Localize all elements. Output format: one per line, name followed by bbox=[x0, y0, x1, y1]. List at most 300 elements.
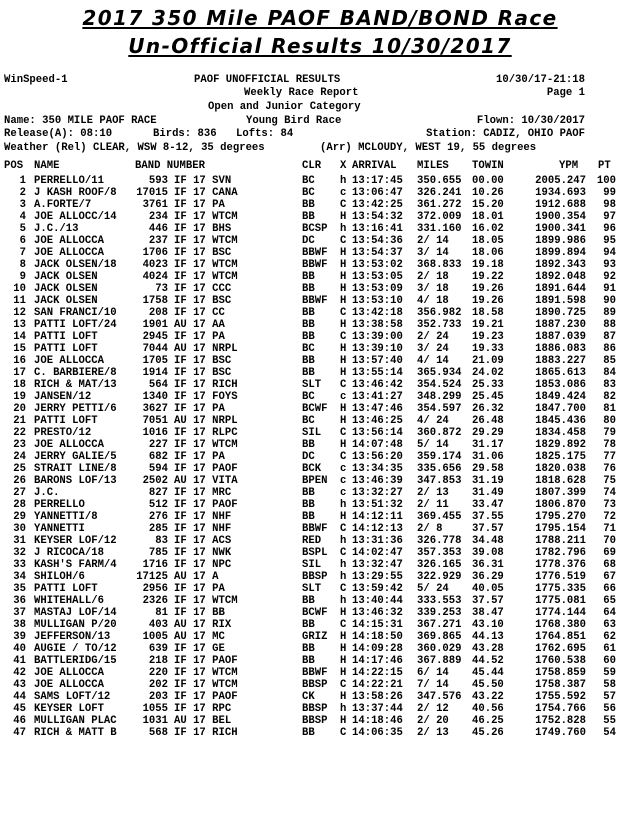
towin-cell: 38.47 bbox=[472, 607, 504, 619]
towin-cell: 45.44 bbox=[472, 667, 504, 679]
pos-cell: 11 bbox=[13, 295, 26, 307]
sex-cell: h bbox=[340, 175, 347, 187]
pt-cell: 63 bbox=[603, 619, 616, 631]
arrival-cell: 14:09:28 bbox=[352, 643, 403, 655]
report-title: PAOF UNOFFICIAL RESULTS bbox=[194, 74, 341, 86]
ypm-cell: 1760.538 bbox=[535, 655, 586, 667]
table-row bbox=[4, 595, 640, 607]
name-cell: PATTI LOFT/24 bbox=[34, 319, 117, 331]
pt-cell: 83 bbox=[603, 379, 616, 391]
name-cell: BATTLERIDG/15 bbox=[34, 655, 117, 667]
color-cell: BPEN bbox=[302, 475, 328, 487]
pt-cell: 65 bbox=[603, 595, 616, 607]
color-cell: BC bbox=[302, 175, 315, 187]
miles-cell: 7/ 14 bbox=[417, 679, 449, 691]
towin-cell: 15.20 bbox=[472, 199, 504, 211]
band-series-cell: IF 17 NHF bbox=[174, 511, 232, 523]
band-id-cell: 1901 bbox=[142, 319, 168, 331]
report-timestamp: 10/30/17-21:18 bbox=[495, 74, 585, 86]
table-row bbox=[4, 691, 640, 703]
pos-cell: 37 bbox=[13, 607, 26, 619]
arrival-cell: 13:32:47 bbox=[352, 559, 403, 571]
ypm-cell: 1890.725 bbox=[535, 307, 586, 319]
band-id-cell: 682 bbox=[148, 451, 168, 463]
color-cell: BBSP bbox=[302, 679, 328, 691]
ypm-cell: 1758.859 bbox=[535, 667, 586, 679]
col-miles-header: MILES bbox=[417, 160, 449, 172]
miles-cell: 3/ 18 bbox=[417, 283, 449, 295]
name-cell: JEFFERSON/13 bbox=[34, 631, 111, 643]
color-cell: BCWF bbox=[302, 607, 328, 619]
band-series-cell: IF 17 BB bbox=[174, 607, 225, 619]
table-row bbox=[4, 559, 640, 571]
color-cell: BB bbox=[302, 307, 315, 319]
name-cell: A.FORTE/7 bbox=[34, 199, 92, 211]
pos-cell: 43 bbox=[13, 679, 26, 691]
name-cell: MULLIGAN PLAC bbox=[34, 715, 117, 727]
color-cell: BB bbox=[302, 643, 315, 655]
miles-cell: 333.553 bbox=[417, 595, 462, 607]
arrival-cell: 13:46:42 bbox=[352, 379, 403, 391]
color-cell: BBSP bbox=[302, 715, 328, 727]
arrival-cell: 13:40:44 bbox=[352, 595, 403, 607]
miles-cell: 326.778 bbox=[417, 535, 462, 547]
towin-cell: 31.19 bbox=[472, 475, 504, 487]
band-series-cell: IF 17 RICH bbox=[174, 379, 238, 391]
band-id-cell: 3761 bbox=[142, 199, 168, 211]
towin-cell: 40.05 bbox=[472, 583, 504, 595]
release-time: Release(A): 08:10 bbox=[4, 128, 113, 140]
band-id-cell: 1758 bbox=[142, 295, 168, 307]
towin-cell: 43.22 bbox=[472, 691, 504, 703]
name-cell: J RICOCA/18 bbox=[34, 547, 104, 559]
pos-cell: 29 bbox=[13, 511, 26, 523]
arrival-cell: 13:55:14 bbox=[352, 367, 403, 379]
towin-cell: 19.23 bbox=[472, 331, 504, 343]
pt-cell: 72 bbox=[603, 511, 616, 523]
sex-cell: c bbox=[340, 187, 347, 199]
sex-cell: C bbox=[340, 727, 347, 739]
sex-cell: H bbox=[340, 631, 347, 643]
table-row bbox=[4, 655, 640, 667]
pt-cell: 78 bbox=[603, 439, 616, 451]
sex-cell: C bbox=[340, 199, 347, 211]
arrival-cell: 13:51:32 bbox=[352, 499, 403, 511]
arrival-cell: 13:54:36 bbox=[352, 235, 403, 247]
color-cell: BB bbox=[302, 439, 315, 451]
pt-cell: 69 bbox=[603, 547, 616, 559]
miles-cell: 360.029 bbox=[417, 643, 462, 655]
miles-cell: 3/ 14 bbox=[417, 247, 449, 259]
ypm-cell: 1934.693 bbox=[535, 187, 586, 199]
pos-cell: 33 bbox=[13, 559, 26, 571]
band-id-cell: 568 bbox=[148, 727, 168, 739]
ypm-cell: 1899.986 bbox=[535, 235, 586, 247]
pt-cell: 61 bbox=[603, 643, 616, 655]
towin-cell: 16.02 bbox=[472, 223, 504, 235]
towin-cell: 33.47 bbox=[472, 499, 504, 511]
table-row bbox=[4, 451, 640, 463]
name-cell: AUGIE / TO/12 bbox=[34, 643, 117, 655]
pos-cell: 14 bbox=[13, 331, 26, 343]
miles-cell: 4/ 14 bbox=[417, 355, 449, 367]
pos-cell: 8 bbox=[19, 259, 26, 271]
pos-cell: 15 bbox=[13, 343, 26, 355]
miles-cell: 5/ 14 bbox=[417, 439, 449, 451]
band-series-cell: AU 17 NRPL bbox=[174, 415, 238, 427]
pt-cell: 92 bbox=[603, 271, 616, 283]
ypm-cell: 1892.343 bbox=[535, 259, 586, 271]
color-cell: SIL bbox=[302, 559, 322, 571]
name-cell: JOE ALLOCCA bbox=[34, 679, 104, 691]
color-cell: BB bbox=[302, 367, 315, 379]
name-cell: STRAIT LINE/8 bbox=[34, 463, 117, 475]
band-series-cell: IF 17 BSC bbox=[174, 367, 232, 379]
pt-cell: 81 bbox=[603, 403, 616, 415]
band-series-cell: IF 17 BSC bbox=[174, 295, 232, 307]
pos-cell: 46 bbox=[13, 715, 26, 727]
table-row bbox=[4, 415, 640, 427]
miles-cell: 4/ 18 bbox=[417, 295, 449, 307]
sex-cell: H bbox=[340, 319, 347, 331]
sex-cell: h bbox=[340, 223, 347, 235]
name-cell: RICH & MATT B bbox=[34, 727, 117, 739]
pt-cell: 97 bbox=[603, 211, 616, 223]
ypm-cell: 1774.144 bbox=[535, 607, 586, 619]
towin-cell: 31.06 bbox=[472, 451, 504, 463]
towin-cell: 26.48 bbox=[472, 415, 504, 427]
table-row bbox=[4, 487, 640, 499]
table-row bbox=[4, 427, 640, 439]
towin-cell: 18.06 bbox=[472, 247, 504, 259]
towin-cell: 39.08 bbox=[472, 547, 504, 559]
sex-cell: H bbox=[340, 655, 347, 667]
miles-cell: 6/ 14 bbox=[417, 667, 449, 679]
results-title-line2: Un-Official Results 10/30/2017 bbox=[128, 34, 512, 58]
miles-cell: 347.576 bbox=[417, 691, 462, 703]
band-series-cell: AU 17 NRPL bbox=[174, 343, 238, 355]
band-id-cell: 639 bbox=[148, 643, 168, 655]
program-name: WinSpeed-1 bbox=[4, 74, 68, 86]
arrival-cell: 14:15:31 bbox=[352, 619, 403, 631]
name-cell: PRESTO/12 bbox=[34, 427, 92, 439]
pos-cell: 44 bbox=[13, 691, 26, 703]
miles-cell: 348.299 bbox=[417, 391, 462, 403]
color-cell: BB bbox=[302, 211, 315, 223]
name-cell: YANNETTI/8 bbox=[34, 511, 98, 523]
band-series-cell: AU 17 A bbox=[174, 571, 219, 583]
sex-cell: H bbox=[340, 667, 347, 679]
table-row bbox=[4, 463, 640, 475]
pt-cell: 57 bbox=[603, 691, 616, 703]
band-id-cell: 1340 bbox=[142, 391, 168, 403]
name-cell: JOE ALLOCCA bbox=[34, 439, 104, 451]
name-cell: RICH & MAT/13 bbox=[34, 379, 117, 391]
pos-cell: 36 bbox=[13, 595, 26, 607]
name-cell: JOE ALLOCCA bbox=[34, 355, 104, 367]
towin-cell: 18.01 bbox=[472, 211, 504, 223]
band-series-cell: IF 17 WTCM bbox=[174, 259, 238, 271]
color-cell: BB bbox=[302, 271, 315, 283]
band-id-cell: 1716 bbox=[142, 559, 168, 571]
sex-cell: H bbox=[340, 643, 347, 655]
color-cell: BB bbox=[302, 331, 315, 343]
band-id-cell: 17015 bbox=[136, 187, 168, 199]
miles-cell: 347.853 bbox=[417, 475, 462, 487]
table-row bbox=[4, 475, 640, 487]
band-id-cell: 234 bbox=[148, 211, 168, 223]
pos-cell: 32 bbox=[13, 547, 26, 559]
towin-cell: 29.29 bbox=[472, 427, 504, 439]
arrival-cell: 14:12:13 bbox=[352, 523, 403, 535]
color-cell: BB bbox=[302, 283, 315, 295]
miles-cell: 354.597 bbox=[417, 403, 462, 415]
arrival-cell: 13:34:35 bbox=[352, 463, 403, 475]
ypm-cell: 1820.038 bbox=[535, 463, 586, 475]
name-cell: J.C./13 bbox=[34, 223, 79, 235]
band-id-cell: 73 bbox=[155, 283, 168, 295]
table-row bbox=[4, 283, 640, 295]
miles-cell: 368.833 bbox=[417, 259, 462, 271]
ypm-cell: 1762.695 bbox=[535, 643, 586, 655]
sex-cell: C bbox=[340, 679, 347, 691]
band-id-cell: 1031 bbox=[142, 715, 168, 727]
sex-cell: C bbox=[340, 331, 347, 343]
color-cell: BC bbox=[302, 343, 315, 355]
towin-cell: 19.21 bbox=[472, 319, 504, 331]
arrival-cell: 13:46:32 bbox=[352, 607, 403, 619]
band-series-cell: IF 17 WTCM bbox=[174, 271, 238, 283]
pos-cell: 5 bbox=[19, 223, 26, 235]
miles-cell: 2/ 12 bbox=[417, 703, 449, 715]
pt-cell: 59 bbox=[603, 667, 616, 679]
color-cell: BCK bbox=[302, 463, 322, 475]
arrival-cell: 13:42:18 bbox=[352, 307, 403, 319]
name-cell: JOE ALLOCCA bbox=[34, 247, 104, 259]
color-cell: BB bbox=[302, 199, 315, 211]
color-cell: SIL bbox=[302, 427, 322, 439]
pos-cell: 6 bbox=[19, 235, 26, 247]
sex-cell: H bbox=[340, 691, 347, 703]
name-cell: PATTI LOFT bbox=[34, 343, 98, 355]
towin-cell: 44.52 bbox=[472, 655, 504, 667]
miles-cell: 335.656 bbox=[417, 463, 462, 475]
band-series-cell: IF 17 RLPC bbox=[174, 427, 238, 439]
sex-cell: H bbox=[340, 355, 347, 367]
ypm-cell: 1775.081 bbox=[535, 595, 586, 607]
color-cell: BB bbox=[302, 727, 315, 739]
pos-cell: 3 bbox=[19, 199, 26, 211]
pos-cell: 35 bbox=[13, 583, 26, 595]
arrival-cell: 13:17:45 bbox=[352, 175, 403, 187]
pt-cell: 58 bbox=[603, 679, 616, 691]
ypm-cell: 1899.894 bbox=[535, 247, 586, 259]
miles-cell: 326.165 bbox=[417, 559, 462, 571]
arrival-cell: 13:39:00 bbox=[352, 331, 403, 343]
arrival-cell: 13:39:10 bbox=[352, 343, 403, 355]
band-id-cell: 7044 bbox=[142, 343, 168, 355]
color-cell: BC bbox=[302, 391, 315, 403]
band-id-cell: 202 bbox=[148, 679, 168, 691]
miles-cell: 2/ 13 bbox=[417, 727, 449, 739]
towin-cell: 24.02 bbox=[472, 367, 504, 379]
pt-cell: 70 bbox=[603, 535, 616, 547]
ypm-cell: 1825.175 bbox=[535, 451, 586, 463]
pt-cell: 74 bbox=[603, 487, 616, 499]
band-id-cell: 83 bbox=[155, 535, 168, 547]
pos-cell: 28 bbox=[13, 499, 26, 511]
flown-date: Flown: 10/30/2017 bbox=[476, 115, 585, 127]
table-row bbox=[4, 619, 640, 631]
pos-cell: 21 bbox=[13, 415, 26, 427]
table-row bbox=[4, 703, 640, 715]
col-name-header: NAME bbox=[34, 160, 60, 172]
pos-cell: 9 bbox=[19, 271, 26, 283]
pt-cell: 82 bbox=[603, 391, 616, 403]
ypm-cell: 1795.154 bbox=[535, 523, 586, 535]
miles-cell: 365.934 bbox=[417, 367, 462, 379]
sex-cell: C bbox=[340, 583, 347, 595]
ypm-cell: 1912.688 bbox=[535, 199, 586, 211]
band-id-cell: 1914 bbox=[142, 367, 168, 379]
miles-cell: 369.455 bbox=[417, 511, 462, 523]
band-series-cell: IF 17 WTCM bbox=[174, 211, 238, 223]
pt-cell: 99 bbox=[603, 187, 616, 199]
ypm-cell: 1853.086 bbox=[535, 379, 586, 391]
color-cell: BCWF bbox=[302, 403, 328, 415]
band-id-cell: 3627 bbox=[142, 403, 168, 415]
band-id-cell: 446 bbox=[148, 223, 168, 235]
miles-cell: 322.929 bbox=[417, 571, 462, 583]
band-series-cell: IF 17 PA bbox=[174, 403, 225, 415]
color-cell: DC bbox=[302, 451, 315, 463]
ypm-cell: 1807.399 bbox=[535, 487, 586, 499]
arrival-cell: 13:29:55 bbox=[352, 571, 403, 583]
miles-cell: 360.872 bbox=[417, 427, 462, 439]
sex-cell: c bbox=[340, 463, 347, 475]
arrival-cell: 13:37:44 bbox=[352, 703, 403, 715]
band-id-cell: 512 bbox=[148, 499, 168, 511]
table-row bbox=[4, 235, 640, 247]
pos-cell: 17 bbox=[13, 367, 26, 379]
arrival-cell: 14:18:50 bbox=[352, 631, 403, 643]
pt-cell: 60 bbox=[603, 655, 616, 667]
band-id-cell: 218 bbox=[148, 655, 168, 667]
band-id-cell: 593 bbox=[148, 175, 168, 187]
pt-cell: 62 bbox=[603, 631, 616, 643]
arrival-cell: 13:38:58 bbox=[352, 319, 403, 331]
sex-cell: C bbox=[340, 523, 347, 535]
pos-cell: 41 bbox=[13, 655, 26, 667]
pt-cell: 96 bbox=[603, 223, 616, 235]
pos-cell: 19 bbox=[13, 391, 26, 403]
table-row bbox=[4, 223, 640, 235]
arrival-cell: 14:07:48 bbox=[352, 439, 403, 451]
sex-cell: H bbox=[340, 511, 347, 523]
ypm-cell: 1754.766 bbox=[535, 703, 586, 715]
towin-cell: 37.57 bbox=[472, 595, 504, 607]
results-title-line1: 2017 350 Mile PAOF BAND/BOND Race bbox=[82, 6, 558, 30]
table-row bbox=[4, 391, 640, 403]
ypm-cell: 1900.341 bbox=[535, 223, 586, 235]
band-series-cell: IF 17 PA bbox=[174, 331, 225, 343]
towin-cell: 40.56 bbox=[472, 703, 504, 715]
table-row bbox=[4, 511, 640, 523]
band-series-cell: IF 17 PA bbox=[174, 451, 225, 463]
towin-cell: 26.32 bbox=[472, 403, 504, 415]
table-row bbox=[4, 379, 640, 391]
towin-cell: 45.26 bbox=[472, 727, 504, 739]
miles-cell: 354.524 bbox=[417, 379, 462, 391]
miles-cell: 2/ 18 bbox=[417, 271, 449, 283]
band-series-cell: IF 17 BSC bbox=[174, 355, 232, 367]
miles-cell: 356.982 bbox=[417, 307, 462, 319]
name-cell: MASTAJ LOF/14 bbox=[34, 607, 117, 619]
band-id-cell: 1005 bbox=[142, 631, 168, 643]
towin-cell: 10.26 bbox=[472, 187, 504, 199]
sex-cell: h bbox=[340, 703, 347, 715]
report-subtitle: Weekly Race Report bbox=[244, 87, 359, 99]
sex-cell: H bbox=[340, 403, 347, 415]
band-series-cell: IF 17 WTCM bbox=[174, 439, 238, 451]
table-row bbox=[4, 607, 640, 619]
name-cell: KASH'S FARM/4 bbox=[34, 559, 117, 571]
color-cell: BB bbox=[302, 355, 315, 367]
loft-count: Lofts: 84 bbox=[236, 128, 294, 140]
band-id-cell: 17125 bbox=[136, 571, 168, 583]
arrival-cell: 13:06:47 bbox=[352, 187, 403, 199]
color-cell: BB bbox=[302, 511, 315, 523]
pos-cell: 10 bbox=[13, 283, 26, 295]
band-id-cell: 403 bbox=[148, 619, 168, 631]
ypm-cell: 1845.436 bbox=[535, 415, 586, 427]
pt-cell: 76 bbox=[603, 463, 616, 475]
table-row bbox=[4, 667, 640, 679]
band-id-cell: 203 bbox=[148, 691, 168, 703]
band-id-cell: 1706 bbox=[142, 247, 168, 259]
towin-cell: 36.31 bbox=[472, 559, 504, 571]
arrival-cell: 13:56:14 bbox=[352, 427, 403, 439]
band-series-cell: IF 17 PAOF bbox=[174, 655, 238, 667]
name-cell: MULLIGAN P/20 bbox=[34, 619, 117, 631]
sex-cell: h bbox=[340, 571, 347, 583]
arrival-cell: 13:16:41 bbox=[352, 223, 403, 235]
band-id-cell: 227 bbox=[148, 439, 168, 451]
pos-cell: 23 bbox=[13, 439, 26, 451]
band-series-cell: IF 17 ACS bbox=[174, 535, 232, 547]
pt-cell: 90 bbox=[603, 295, 616, 307]
miles-cell: 2/ 24 bbox=[417, 331, 449, 343]
sex-cell: H bbox=[340, 295, 347, 307]
towin-cell: 43.10 bbox=[472, 619, 504, 631]
table-row bbox=[4, 259, 640, 271]
band-series-cell: IF 17 NHF bbox=[174, 523, 232, 535]
ypm-cell: 1782.796 bbox=[535, 547, 586, 559]
pos-cell: 24 bbox=[13, 451, 26, 463]
band-id-cell: 564 bbox=[148, 379, 168, 391]
arrival-cell: 13:41:27 bbox=[352, 391, 403, 403]
ypm-cell: 1834.458 bbox=[535, 427, 586, 439]
arrival-cell: 14:22:15 bbox=[352, 667, 403, 679]
sex-cell: C bbox=[340, 451, 347, 463]
ypm-cell: 1900.354 bbox=[535, 211, 586, 223]
towin-cell: 19.26 bbox=[472, 283, 504, 295]
arrival-cell: 13:46:25 bbox=[352, 415, 403, 427]
column-header-row bbox=[4, 160, 640, 172]
pt-cell: 66 bbox=[603, 583, 616, 595]
band-series-cell: IF 17 WTCM bbox=[174, 679, 238, 691]
ypm-cell: 2005.247 bbox=[535, 175, 586, 187]
